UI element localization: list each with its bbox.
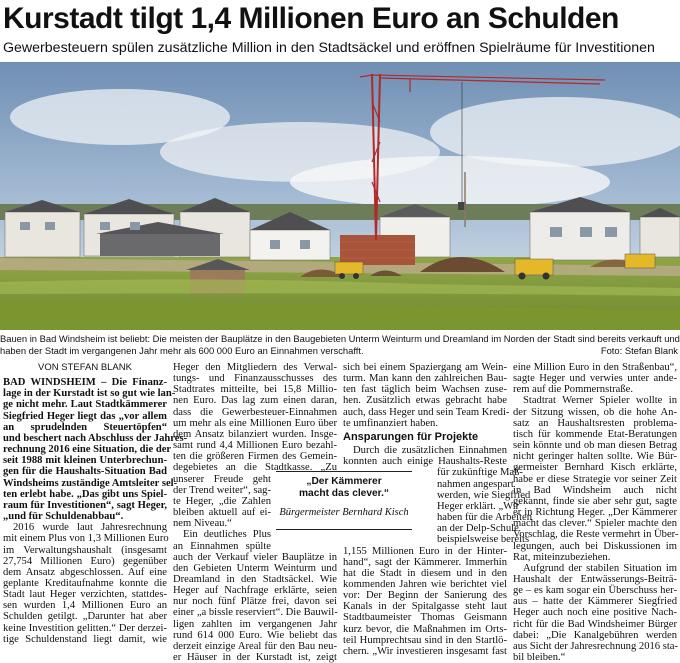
text-line: bil bleiben.“ bbox=[513, 652, 566, 663]
text-line: hat die Stadt in diesem und in den bbox=[343, 567, 507, 579]
lead-paragraph bbox=[3, 377, 188, 523]
text-line: tige Schuldenstand liegt damit, wie bbox=[3, 633, 167, 645]
text-line: vor: Der Beginn der Sanierung des bbox=[343, 590, 507, 602]
text-line: an sprudelnden Steuertöpfen“ bbox=[3, 421, 167, 433]
text-line: dem Ansatz abgeschlossen. Auf eine bbox=[3, 566, 167, 578]
text-line: keine Investition gelitten.“ Der derzei- bbox=[3, 622, 167, 634]
text-line: der Trend weiter“, sag- bbox=[173, 484, 271, 496]
text-line: ten fast täglich beim Wachsen zuse- bbox=[343, 384, 507, 396]
text-line: an der Delp-Schule bbox=[437, 523, 519, 535]
text-line: konnten auch einige Haushalts-Reste bbox=[343, 456, 507, 468]
text-line: BAD WINDSHEIM – Die Finanz- bbox=[3, 377, 167, 389]
text-line: tungs- und Finanzausschusses des bbox=[173, 373, 337, 385]
text-line: Stadtrates mitteilte, bei 15,8 Millio- bbox=[173, 384, 337, 396]
text-line: ten die größeren Firmen des Gemein- bbox=[173, 451, 337, 463]
text-line: 2016 wurde laut Jahresrechnung bbox=[13, 522, 167, 534]
text-line: Vorschlag, die Reste vermehrt in Über- bbox=[513, 529, 679, 541]
text-line: haben für die Arbeiten bbox=[437, 512, 533, 524]
text-line: er Häuser in der Kurstadt ist, zeigt bbox=[173, 652, 337, 663]
text-line: Windsheims zuständige Amtsleiter sel- bbox=[3, 477, 178, 489]
caption-line: Bauen in Bad Windsheim ist beliebt: Die meisten der Bauplätze in den Baugebieten Unterm Weinturm und Dreamland im Norden der Stadt sind bereits verkauft und bbox=[0, 333, 680, 344]
text-line: lage in der Kurstadt ist so gut wie lan- bbox=[3, 388, 176, 400]
pull-quote-text: macht das clever.“ bbox=[298, 488, 390, 499]
text-line: turm. Man kann den zahlreichen Bau- bbox=[343, 373, 507, 385]
text-line: für zukünftige Maß- bbox=[437, 467, 523, 479]
text-line: beispielsweise bereits bbox=[437, 534, 530, 546]
text-line: Stadtbaumeister Thomas Geismann bbox=[343, 612, 507, 624]
text-line: ge nicht mehr. Laut Stadtkämmerer bbox=[3, 399, 167, 411]
text-line: an Einnahmen spülte bbox=[173, 540, 271, 552]
photo-credit: Foto: Stefan Blank bbox=[600, 344, 678, 356]
text-line: dass die Gewerbesteuer-Einnahmen bbox=[173, 406, 337, 418]
text-line: auch, dass Heger und sein Team Kredi- bbox=[343, 406, 510, 418]
text-line: Siegfried Heger liegt das „vor allem bbox=[3, 410, 167, 422]
text-line: rem auf die Pommernstraße. bbox=[513, 384, 634, 396]
pull-quote-source: Bürgermeister Bernhard Kisch bbox=[279, 507, 409, 518]
text-line: dabei: „Die Kanalgebühren werden bbox=[513, 629, 677, 641]
text-line: sein könnte und ob man diesen Betrag bbox=[513, 440, 677, 452]
text-line: gen für die Haushalts-Situation Bad bbox=[3, 466, 167, 478]
text-line: rund 614 000 Euro. Wie beliebt das bbox=[173, 629, 337, 641]
article-column-4 bbox=[513, 362, 679, 663]
text-line: degebietes an die Stadtkasse. „Zu bbox=[173, 462, 337, 474]
text-line: te Heger, „die Zahlen bbox=[173, 495, 271, 507]
text-line: aus – hatte der Kämmerer Siegfried bbox=[513, 596, 677, 608]
text-line: seit 1988 mit kleinen Unterbrechun- bbox=[3, 455, 167, 467]
text-line: hen. Zusätzlich etwas gebracht habe bbox=[343, 395, 507, 407]
text-line: Kanals in der Spitalgasse steht laut bbox=[343, 601, 507, 613]
subheading: Ansparungen für Projekte bbox=[343, 430, 479, 443]
text-line: teil Humprechtsau sind in den Startlö- bbox=[343, 634, 507, 646]
text-line: satz an Haushaltsresten problema- bbox=[513, 417, 677, 429]
text-line: Haushalt der Entwässerungs-Beiträ- bbox=[513, 573, 677, 585]
text-line: kurz bevor, die Maßnahmen im Orts- bbox=[343, 623, 507, 635]
text-line: nem Niveau.“ bbox=[173, 518, 232, 530]
text-line: nen Euro. Das lag zum einen daran, bbox=[173, 395, 337, 407]
text-line: unserer Freude geht bbox=[173, 473, 271, 485]
subheadline: Gewerbesteuern spülen zusätzliche Million in den Stadtsäckel und eröffnen Spielräume für Investitionen bbox=[3, 40, 655, 56]
text-line: nicht geringer halten sollte. Wie Bür- bbox=[513, 451, 677, 463]
text-line: tisch für kommende Etat-Beratungen bbox=[513, 428, 677, 440]
text-line: und beschert nach Abschluss der Jahres- bbox=[3, 432, 188, 444]
text-line: ligen zahlten im vergangenen Jahr bbox=[173, 618, 337, 630]
text-line: habe er diese Strategie vor seiner Zeit bbox=[513, 473, 677, 485]
text-line: „und für Schuldenabbau“. bbox=[3, 511, 124, 523]
text-line: um mehr als eine Millionen Euro über bbox=[173, 417, 337, 429]
text-line: ten erlebt habe. „Das gibt uns Spiel- bbox=[3, 488, 167, 500]
pull-quote-text: „Der Kämmerer bbox=[306, 476, 382, 487]
text-line: chern. „Wir investieren insgesamt fast bbox=[343, 645, 507, 657]
text-line: Heger erklärt. „Wir bbox=[437, 500, 520, 512]
text-line: Dreamland in den Stadtsäckel. Wie bbox=[173, 573, 337, 585]
text-line: derzeit einzige Areal für den Bau neu- bbox=[173, 640, 337, 652]
text-line: Schulden getilgt. „Darunter hat aber bbox=[3, 611, 167, 623]
text-line: 27,754 Millionen Euro) gegenüber bbox=[3, 555, 167, 567]
text-line: einer „a bissle reserviert“. Die Bauwil- bbox=[173, 607, 338, 619]
text-line: nahmen angespart bbox=[437, 478, 514, 490]
text-line: 1,155 Millionen Euro in der Hinter- bbox=[343, 545, 507, 557]
text-line: mit einem Plus von 1,3 Millionen Euro bbox=[3, 533, 169, 545]
article-column-3 bbox=[343, 362, 533, 657]
text-line: raum für Investitionen“, sagt Heger, bbox=[3, 499, 167, 511]
text-line: eine Million Euro in den Straßenbau“, bbox=[513, 362, 677, 373]
article-column-1 bbox=[3, 362, 188, 645]
text-line: geplante Kreditaufnahme konnte die bbox=[3, 577, 167, 589]
text-line: er in Richtung Heger. „Der Kämmerer bbox=[513, 507, 677, 519]
text-line: Rat, miteinzubeziehen. bbox=[513, 551, 611, 563]
text-line: Heger auf Nachfrage erklärte, seien bbox=[173, 585, 337, 597]
text-line: Heger den Mitgliedern des Verwal- bbox=[173, 362, 337, 373]
text-line: auch der Verkauf vieler Bauplätze in bbox=[173, 551, 337, 563]
text-line: sen wurden 1,4 Millionen Euro an bbox=[3, 600, 167, 612]
caption-line: haben der Stadt im vergangenen Jahr mehr als 600 000 Euro an Einnahmen verschafft. bbox=[0, 344, 364, 356]
text-line: Heger auch noch eine positive Nach- bbox=[513, 607, 677, 619]
text-line: Stadt laut Heger verzichten, stattdes- bbox=[3, 589, 167, 601]
text-line: te umfinanziert haben. bbox=[343, 417, 439, 429]
text-line: in Bad Windsheim auch nicht bbox=[513, 484, 677, 496]
text-line: ge – es kam sogar ein Überschuss her- bbox=[513, 585, 677, 597]
text-line: kommenden Jahren wie berichtet viel bbox=[343, 578, 507, 590]
byline: VON STEFAN BLANK bbox=[38, 362, 132, 373]
text-line: gekannt, finde sie aber sehr gut, sagte bbox=[513, 495, 677, 507]
text-line: dem Ansatz bilanziert wurden. Insge- bbox=[173, 428, 337, 440]
text-line: sagte Heger und verwies unter ande- bbox=[513, 373, 677, 385]
text-line: macht das clever.“ Spieler machte den bbox=[513, 518, 677, 530]
text-line: Aufgrund der stabilen Situation im bbox=[523, 562, 677, 574]
photo-caption bbox=[0, 333, 680, 356]
text-line: werden, wie Siegfried bbox=[437, 489, 531, 501]
text-line: der Sitzung wissen, ob die hohe An- bbox=[513, 406, 677, 418]
text-line: im Verwaltungshaushalt (insgesamt bbox=[3, 544, 167, 556]
text-line: legungen, auch bei Diskussionen im bbox=[513, 540, 677, 552]
headline: Kurstadt tilgt 1,4 Millionen Euro an Schulden bbox=[3, 2, 619, 35]
text-line: germeister Bernhard Kisch erklärte, bbox=[513, 462, 677, 474]
text-line: Durch die zusätzlichen Einnahmen bbox=[353, 445, 507, 457]
text-line: aus Sicht der Jahresrechnung 2016 sta- bbox=[513, 640, 679, 652]
text-line: sich bei einem Spaziergang am Wein- bbox=[343, 362, 507, 373]
text-line: Stadtrat Werner Spieler wollte in bbox=[523, 395, 677, 407]
text-line: richt für die Bad Windsheimer Bürger bbox=[513, 618, 677, 630]
text-line: bleiben aktuell auf ei- bbox=[173, 507, 271, 519]
text-line: rechnung 2016 eine Situation, die der bbox=[3, 444, 172, 456]
text-line: samt rund 4,4 Millionen Euro bezahl- bbox=[173, 440, 337, 452]
construction-site-photo bbox=[0, 62, 680, 330]
text-line: Ein deutliches Plus bbox=[183, 529, 271, 541]
text-line: den Gebieten Unterm Weinturm und bbox=[173, 562, 337, 574]
text-line: hand“, sagt der Kämmerer. Immerhin bbox=[343, 556, 507, 568]
text-line: nur noch fünf Plätze frei, davon sei bbox=[173, 596, 337, 608]
